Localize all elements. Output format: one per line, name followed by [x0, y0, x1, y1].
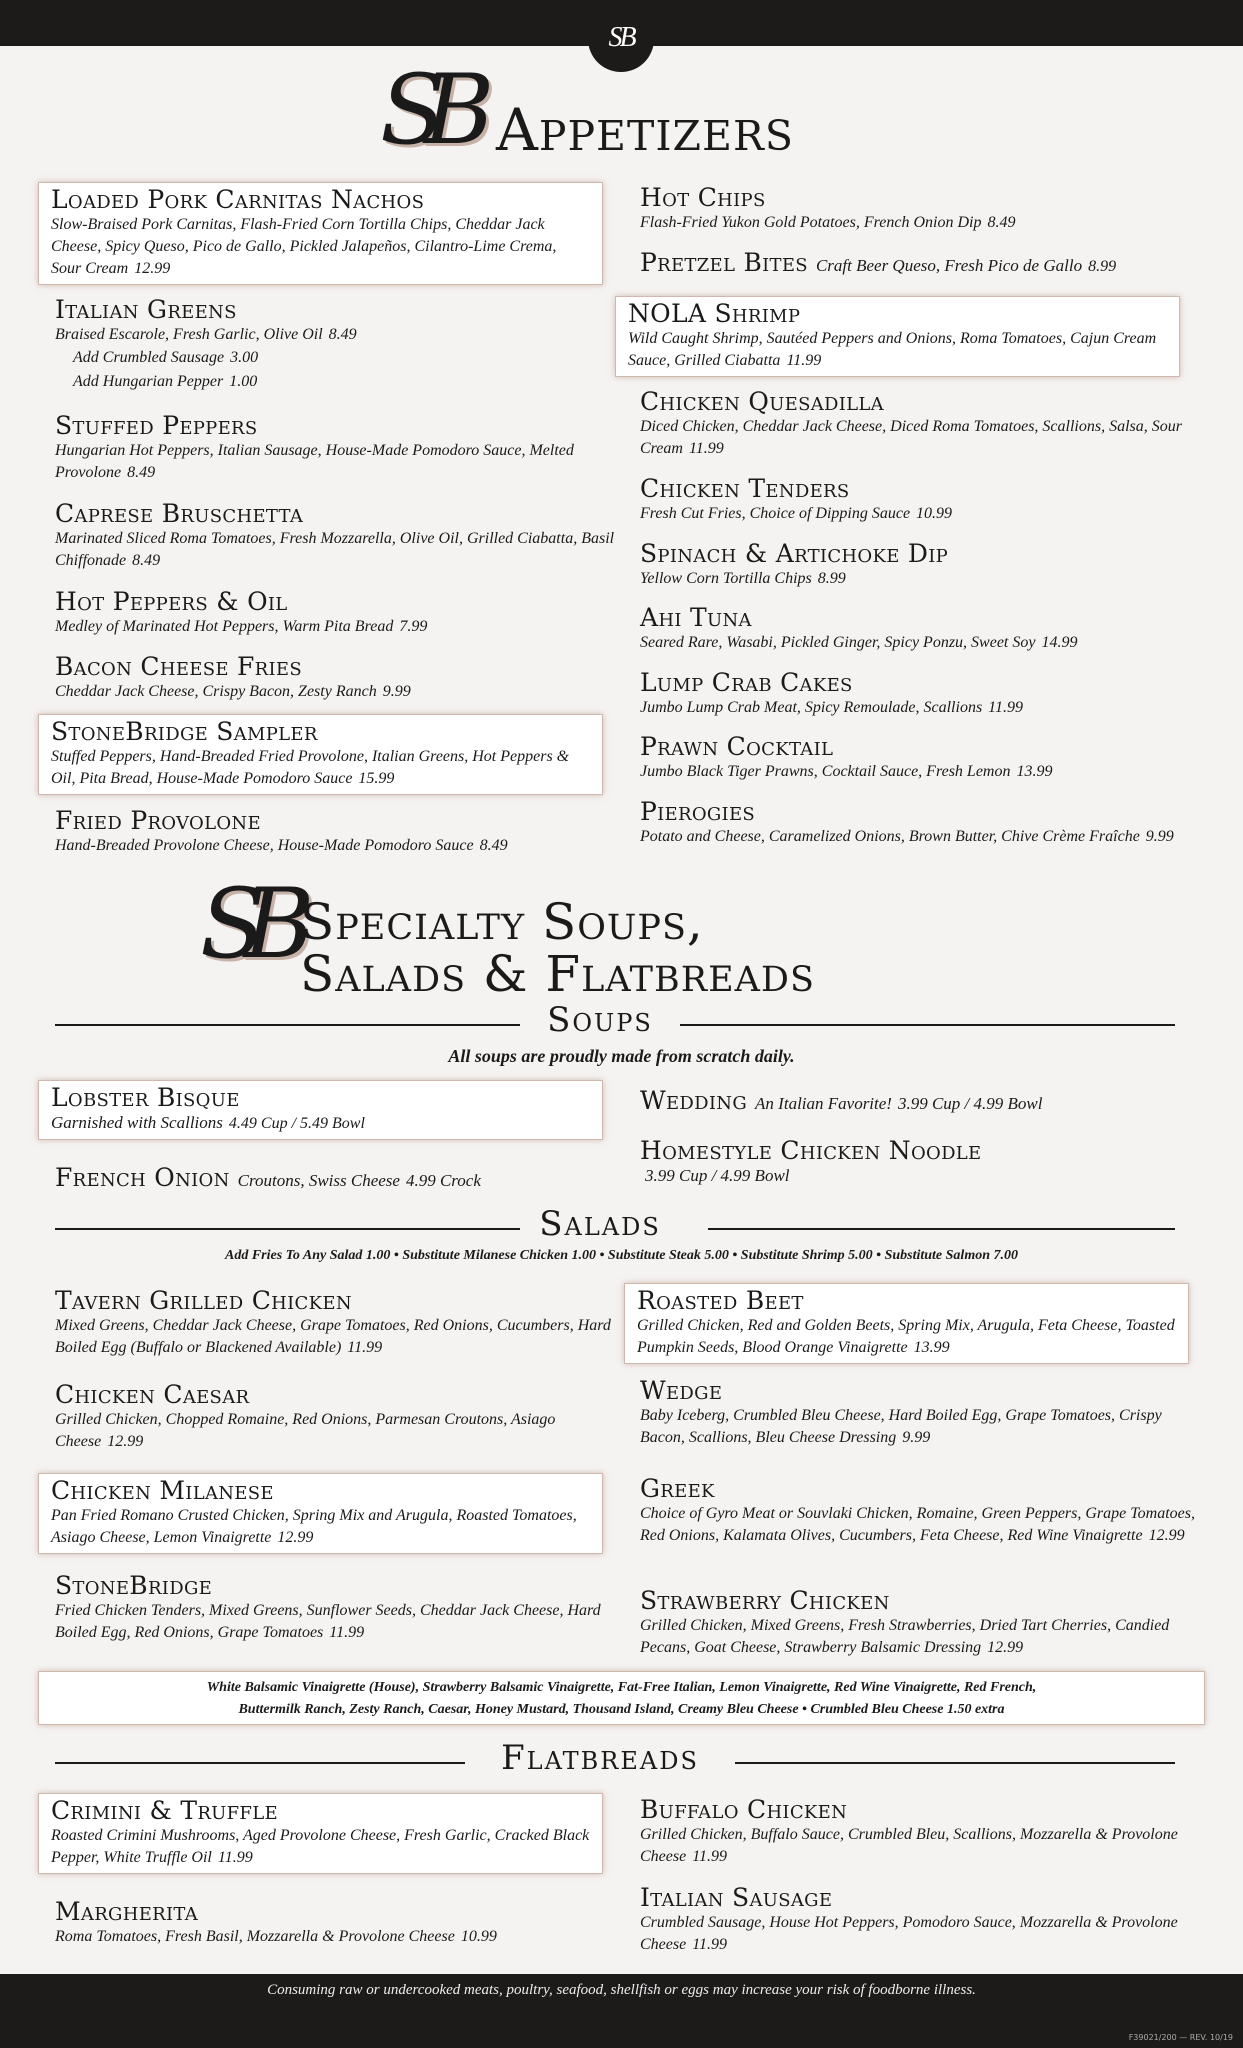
- item-price: 11.99: [692, 1936, 728, 1953]
- item-price: 15.99: [358, 770, 395, 787]
- item-desc: Cheddar Jack Cheese, Crispy Bacon, Zesty Ranch: [55, 683, 377, 700]
- item-desc: Baby Iceberg, Crumbled Bleu Cheese, Hard Boiled Egg, Grape Tomatoes, Crispy Bacon, Scallions, Bleu Cheese Dressing: [640, 1407, 1162, 1446]
- item-price: 13.99: [913, 1339, 950, 1356]
- item-price: 12.99: [277, 1529, 314, 1546]
- menu-item: [640, 475, 1200, 525]
- menu-item: [640, 184, 1200, 234]
- sb-monogram: SB: [380, 54, 473, 166]
- menu-item: [624, 1283, 1189, 1364]
- item-price: 9.99: [902, 1429, 931, 1446]
- item-price: 7.99: [399, 618, 428, 635]
- item-name: Chicken Tenders: [640, 474, 850, 503]
- menu-item: [640, 733, 1200, 783]
- item-desc: Grilled Chicken, Mixed Greens, Fresh Strawberries, Dried Tart Cherries, Candied Pecans, Goat Cheese, Strawberry Balsamic Dressing: [640, 1617, 1170, 1656]
- item-desc: Potato and Cheese, Caramelized Onions, Brown Butter, Chive Crème Fraîche: [640, 828, 1140, 845]
- footer-bar: [0, 1974, 1243, 2048]
- menu-item: [640, 1587, 1210, 1659]
- item-desc: Stuffed Peppers, Hand-Breaded Fried Provolone, Italian Greens, Hot Peppers & Oil, Pita Bread, House-Made Pomodoro Sauce: [51, 748, 570, 787]
- revision-code: F39021/200 — REV. 10/19: [1128, 2033, 1233, 2042]
- menu-item: [38, 1080, 603, 1140]
- item-price: 10.99: [916, 505, 953, 522]
- menu-item: [640, 1137, 1220, 1187]
- item-name: Chicken Caesar: [55, 1380, 250, 1409]
- item-desc: Jumbo Lump Crab Meat, Spicy Remoulade, Scallions: [640, 699, 983, 716]
- food-safety-disclaimer: Consuming raw or undercooked meats, poultry, seafood, shellfish or eggs may increase your risk of foodborne illness.: [267, 1982, 976, 1998]
- item-desc: Flash-Fried Yukon Gold Potatoes, French Onion Dip: [640, 214, 982, 231]
- item-price: 11.99: [217, 1849, 253, 1866]
- item-name: Greek: [640, 1474, 715, 1503]
- item-desc: Marinated Sliced Roma Tomatoes, Fresh Mozzarella, Olive Oil, Grilled Ciabatta, Basil Chiffonade: [55, 530, 615, 569]
- soups-note: All soups are proudly made from scratch daily.: [448, 1046, 795, 1066]
- menu-item: [640, 1377, 1200, 1449]
- divider-line: [680, 1024, 1175, 1026]
- item-name: Wedding: [640, 1086, 748, 1115]
- item-name: Margherita: [55, 1897, 199, 1926]
- item-price: 14.99: [1041, 634, 1078, 651]
- menu-item: [640, 1475, 1200, 1547]
- menu-item: [55, 1898, 615, 1948]
- item-price: 12.99: [987, 1639, 1024, 1656]
- item-price: 8.49: [127, 464, 156, 481]
- item-price: 11.99: [329, 1624, 365, 1641]
- item-price: 13.99: [1016, 763, 1053, 780]
- flatbreads-title: Flatbreads: [501, 1738, 699, 1778]
- addon-label: Add Crumbled Sausage: [73, 349, 225, 366]
- item-name: Pierogies: [640, 797, 756, 826]
- divider-line: [735, 1762, 1175, 1764]
- item-price: 8.49: [987, 214, 1016, 231]
- item-desc: Diced Chicken, Cheddar Jack Cheese, Diced Roma Tomatoes, Scallions, Salsa, Sour Cream: [640, 418, 1182, 457]
- menu-item: [55, 1164, 635, 1192]
- item-name: Stuffed Peppers: [55, 411, 258, 440]
- salads-title: Salads: [539, 1204, 661, 1244]
- item-price: 12.99: [107, 1433, 144, 1450]
- salads-note: Add Fries To Any Salad 1.00 • Substitute Milanese Chicken 1.00 • Substitute Steak 5.00 • Substitute Shrimp 5.00 • Substitute Salmon 7.00: [224, 1248, 1019, 1263]
- addon-price: 3.00: [230, 349, 259, 366]
- item-name: Caprese Bruschetta: [55, 499, 304, 528]
- appetizers-title: Appetizers: [496, 96, 794, 164]
- menu-item: [640, 604, 1200, 654]
- item-price: 12.99: [134, 260, 171, 277]
- item-name: Bacon Cheese Fries: [55, 652, 302, 681]
- item-name: Chicken Quesadilla: [640, 387, 884, 416]
- divider-line: [55, 1024, 520, 1026]
- item-price: 11.99: [688, 440, 724, 457]
- item-price: 11.99: [988, 699, 1023, 716]
- item-desc: Crumbled Sausage, House Hot Peppers, Pomodoro Sauce, Mozzarella & Provolone Cheese: [640, 1914, 1178, 1953]
- item-price: 11.99: [347, 1339, 383, 1356]
- item-desc: Choice of Gyro Meat or Souvlaki Chicken, Romaine, Green Peppers, Grape Tomatoes, Red Onions, Kalamata Olives, Cucumbers, Feta Cheese, Red Wine Vinaigrette: [640, 1505, 1196, 1544]
- item-name: Hot Peppers & Oil: [55, 587, 288, 616]
- divider-line: [55, 1762, 465, 1764]
- menu-item: [640, 798, 1200, 848]
- dressing-line: Buttermilk Ranch, Zesty Ranch, Caesar, Honey Mustard, Thousand Island, Creamy Bleu Cheese • Crumbled Bleu Cheese 1.50 extra: [238, 1702, 1005, 1717]
- soups-title: Soups: [547, 1000, 653, 1040]
- item-price: 11.99: [786, 352, 822, 369]
- menu-item: [640, 669, 1200, 719]
- item-name: StoneBridge Sampler: [51, 717, 318, 746]
- item-price: 8.99: [817, 570, 846, 587]
- sb-monogram: SB: [200, 868, 293, 980]
- menu-item: [38, 182, 603, 285]
- item-desc: Grilled Chicken, Chopped Romaine, Red Onions, Parmesan Croutons, Asiago Cheese: [55, 1411, 556, 1450]
- menu-item: [55, 653, 615, 703]
- item-name: StoneBridge: [55, 1571, 213, 1600]
- item-desc: Roma Tomatoes, Fresh Basil, Mozzarella & Provolone Cheese: [55, 1928, 455, 1945]
- item-price: 8.49: [479, 837, 508, 854]
- menu-item: [640, 249, 1200, 277]
- menu-item: [640, 540, 1200, 590]
- item-desc: Fresh Cut Fries, Choice of Dipping Sauce: [640, 505, 911, 522]
- divider-line: [708, 1228, 1175, 1230]
- item-desc: Grilled Chicken, Red and Golden Beets, Spring Mix, Arugula, Feta Cheese, Toasted Pumpkin Seeds, Blood Orange Vinaigrette: [637, 1317, 1175, 1356]
- item-desc: Hand-Breaded Provolone Cheese, House-Made Pomodoro Sauce: [55, 837, 474, 854]
- item-desc: An Italian Favorite!: [755, 1094, 892, 1113]
- item-name: Prawn Cocktail: [640, 732, 834, 761]
- item-desc: Wild Caught Shrimp, Sautéed Peppers and Onions, Roma Tomatoes, Cajun Cream Sauce, Grilled Ciabatta: [628, 330, 1157, 369]
- menu-item: [615, 296, 1180, 377]
- addon-price: 1.00: [229, 373, 258, 390]
- item-desc: Grilled Chicken, Buffalo Sauce, Crumbled Bleu, Scallions, Mozzarella & Provolone Cheese: [640, 1826, 1178, 1865]
- menu-item: [640, 1087, 1220, 1115]
- item-name: Italian Sausage: [640, 1883, 833, 1912]
- item-price: 9.99: [382, 683, 411, 700]
- item-desc: Craft Beer Queso, Fresh Pico de Gallo: [815, 256, 1083, 275]
- item-desc: Seared Rare, Wasabi, Pickled Ginger, Spicy Ponzu, Sweet Soy: [640, 634, 1036, 651]
- item-desc: Pan Fried Romano Crusted Chicken, Spring Mix and Arugula, Roasted Tomatoes, Asiago Cheese, Lemon Vinaigrette: [51, 1507, 577, 1546]
- item-price: 9.99: [1145, 828, 1174, 845]
- item-desc: Fried Chicken Tenders, Mixed Greens, Sunflower Seeds, Cheddar Jack Cheese, Hard Boiled Egg, Red Onions, Grape Tomatoes: [55, 1602, 601, 1641]
- item-name: Ahi Tuna: [640, 603, 752, 632]
- item-name: NOLA Shrimp: [628, 299, 801, 328]
- item-desc: Slow-Braised Pork Carnitas, Flash-Fried Corn Tortilla Chips, Cheddar Jack Cheese, Spicy Queso, Pico de Gallo, Pickled Jalapeños, Cilantro-Lime Crema, Sour Cream: [51, 216, 557, 277]
- item-desc: Mixed Greens, Cheddar Jack Cheese, Grape Tomatoes, Red Onions, Cucumbers, Hard Boiled Egg (Buffalo or Blackened Available): [55, 1317, 611, 1356]
- item-price: 10.99: [460, 1928, 497, 1945]
- item-name: Tavern Grilled Chicken: [55, 1286, 352, 1315]
- item-name: Italian Greens: [55, 295, 237, 324]
- menu-item: [55, 807, 625, 857]
- item-price: 4.99 Crock: [405, 1171, 481, 1190]
- item-desc: Roasted Crimini Mushrooms, Aged Provolone Cheese, Fresh Garlic, Cracked Black Pepper, White Truffle Oil: [51, 1827, 590, 1866]
- item-price: 8.49: [328, 326, 357, 343]
- dressing-line: White Balsamic Vinaigrette (House), Strawberry Balsamic Vinaigrette, Fat-Free Italian, Lemon Vinaigrette, Red Wine Vinaigrette, Red French,: [206, 1680, 1037, 1695]
- menu-item: [55, 500, 615, 572]
- divider-line: [55, 1228, 520, 1230]
- item-desc: Croutons, Swiss Cheese: [237, 1171, 400, 1190]
- specialty-title-line2: Salads & Flatbreads: [300, 945, 815, 1003]
- menu-item: [55, 1572, 615, 1644]
- item-name: Wedge: [640, 1376, 723, 1405]
- item-name: Strawberry Chicken: [640, 1586, 890, 1615]
- item-name: French Onion: [55, 1163, 230, 1192]
- item-name: Lobster Bisque: [51, 1083, 240, 1112]
- logo-badge: SB: [588, 6, 654, 72]
- item-price: 8.99: [1088, 258, 1117, 275]
- item-price: 4.49 Cup / 5.49 Bowl: [228, 1115, 365, 1132]
- specialty-title-line1: Specialty Soups,: [300, 893, 704, 951]
- item-price: 3.99 Cup / 4.99 Bowl: [645, 1166, 790, 1185]
- item-desc: Hungarian Hot Peppers, Italian Sausage, House-Made Pomodoro Sauce, Melted Provolone: [55, 442, 574, 481]
- menu-item: [55, 1381, 615, 1453]
- dressing-list: [38, 1671, 1205, 1725]
- menu-item: [38, 714, 603, 795]
- menu-item: [55, 296, 615, 394]
- menu-item: [640, 1796, 1200, 1868]
- item-price: 12.99: [1148, 1527, 1185, 1544]
- menu-item: [38, 1473, 603, 1554]
- menu-item: [640, 388, 1200, 460]
- menu-item: [55, 412, 615, 484]
- item-price: 11.99: [692, 1848, 728, 1865]
- item-name: Loaded Pork Carnitas Nachos: [51, 185, 425, 214]
- item-desc: Jumbo Black Tiger Prawns, Cocktail Sauce, Fresh Lemon: [640, 763, 1011, 780]
- menu-item: [55, 588, 615, 638]
- item-price: 3.99 Cup / 4.99 Bowl: [897, 1094, 1043, 1113]
- item-name: Buffalo Chicken: [640, 1795, 848, 1824]
- item-name: Homestyle Chicken Noodle: [640, 1136, 982, 1165]
- menu-item: [55, 1287, 625, 1359]
- addon-label: Add Hungarian Pepper: [73, 373, 224, 390]
- item-name: Pretzel Bites: [640, 248, 808, 277]
- item-price: 8.49: [132, 552, 161, 569]
- item-desc: Braised Escarole, Fresh Garlic, Olive Oil: [55, 326, 323, 343]
- item-name: Lump Crab Cakes: [640, 668, 853, 697]
- item-desc: Garnished with Scallions: [51, 1113, 223, 1132]
- item-name: Crimini & Truffle: [51, 1796, 278, 1825]
- item-desc: Yellow Corn Tortilla Chips: [640, 570, 812, 587]
- menu-item: [38, 1793, 603, 1874]
- item-name: Chicken Milanese: [51, 1476, 274, 1505]
- item-name: Spinach & Artichoke Dip: [640, 539, 949, 568]
- item-name: Roasted Beet: [637, 1286, 804, 1315]
- menu-item: [640, 1884, 1200, 1956]
- item-desc: Medley of Marinated Hot Peppers, Warm Pita Bread: [55, 618, 394, 635]
- item-name: Hot Chips: [640, 183, 766, 212]
- item-name: Fried Provolone: [55, 806, 261, 835]
